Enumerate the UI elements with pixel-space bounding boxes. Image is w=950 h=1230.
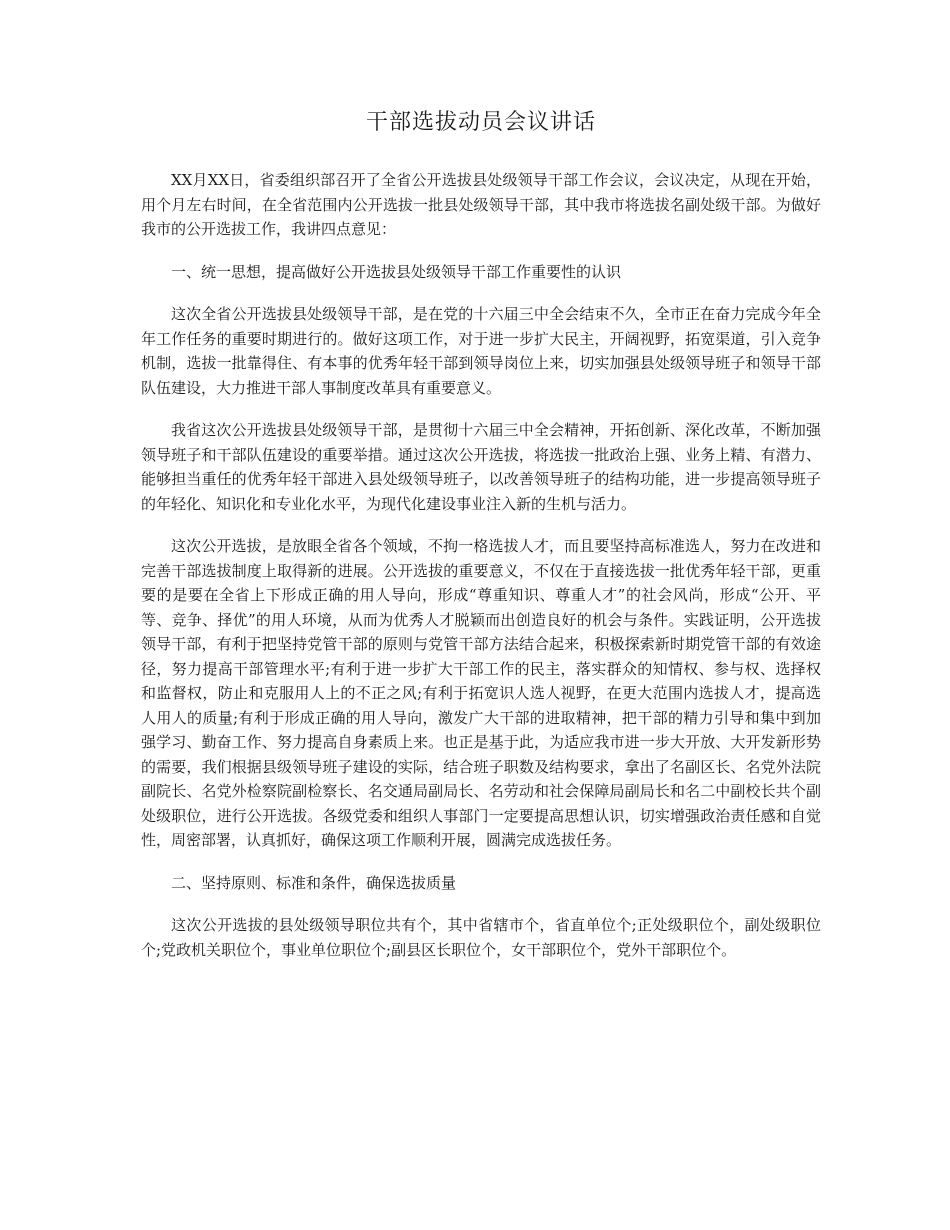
section-heading-1: 一、统一思想，提高做好公开选拔县处级领导干部工作重要性的认识 xyxy=(171,262,622,281)
paragraph-intro: XX月XX日，省委组织部召开了全省公开选拔县处级领导干部工作会议，会议决定，从现在开始，用个月左右时间，在全省范围内公开选拔一批县处级领导干部，其中我市将选拔名副处级干部。为做好我市的公开选拔工作，我讲四点意见： xyxy=(141,171,821,238)
document-title: 干部选拔动员会议讲话 xyxy=(365,110,596,135)
paragraph-2-1: 这次公开选拔的县处级领导职位共有个，其中省辖市个，省直单位个;正处级职位个，副处级职位个;党政机关职位个，事业单位职位个;副县区长职位个，女干部职位个，党外干部职位个。 xyxy=(141,916,821,959)
paragraph-1-1: 这次全省公开选拔县处级领导干部，是在党的十六届三中全会结束不久，全市正在奋力完成今年全年工作任务的重要时期进行的。做好这项工作，对于进一步扩大民主，开阔视野，拓宽渠道，引入竞争机制，选拔一批靠得住、有本事的优秀年轻干部到领导岗位上来，切实加强县处级领导班子和领导干部队伍建设，大力推进干部人事制度改革具有重要意义。 xyxy=(141,305,821,397)
document-page xyxy=(141,96,821,980)
section-heading-2: 二、坚持原则、标准和条件，确保选拔质量 xyxy=(171,873,457,892)
paragraph-1-3: 这次公开选拔，是放眼全省各个领域，不拘一格选拔人才，而且要坚持高标准选人，努力在改进和完善干部选拔制度上取得新的进展。公开选拔的重要意义，不仅在于直接选拔一批优秀年轻干部，更重要的是要在全省上下形成正确的用人导向，形成“尊重知识、尊重人才”的社会风尚，形成“公开、平等、竞争、择优”的用人环境，从而为优秀人才脱颖而出创造良好的机会与条件。实践证明，公开选拔领导干部，有利于把坚持党管干部的原则与党管干部方法结合起来，积极探索新时期党管干部的有效途径，努力提高干部管理水平;有利于进一步扩大干部工作的民主，落实群众的知情权、参与权、选择权和监督权，防止和克服用人上的不正之风;有利于拓宽识人选人视野，在更大范围内选拔人才，提高选人用人的质量;有利于形成正确的用人导向，激发广大干部的进取精神，把干部的精力引导和集中到加强学习、勤奋工作、努力提高自身素质上来。也正是基于此，为适应我市进一步大开放、大开发新形势的需要，我们根据县级领导班子建设的实际，结合班子职数及结构要求，拿出了名副区长、名党外法院副院长、名党外检察院副检察长、名交通局副局长、名劳动和社会保障局副局长和名二中副校长共个副处级职位，进行公开选拔。各级党委和组织人事部门一定要提高思想认识，切实增强政治责任感和自觉性，周密部署，认真抓好，确保这项工作顺利开展，圆满完成选拔任务。 xyxy=(141,537,821,849)
paragraph-1-2: 我省这次公开选拔县处级领导干部，是贯彻十六届三中全会精神，开拓创新、深化改革，不断加强领导班子和干部队伍建设的重要举措。通过这次公开选拔，将选拔一批政治上强、业务上精、有潜力、能够担当重任的优秀年轻干部进入县处级领导班子，以改善领导班子的结构功能，进一步提高领导班子的年轻化、知识化和专业化水平，为现代化建设事业注入新的生机与活力。 xyxy=(141,421,821,513)
